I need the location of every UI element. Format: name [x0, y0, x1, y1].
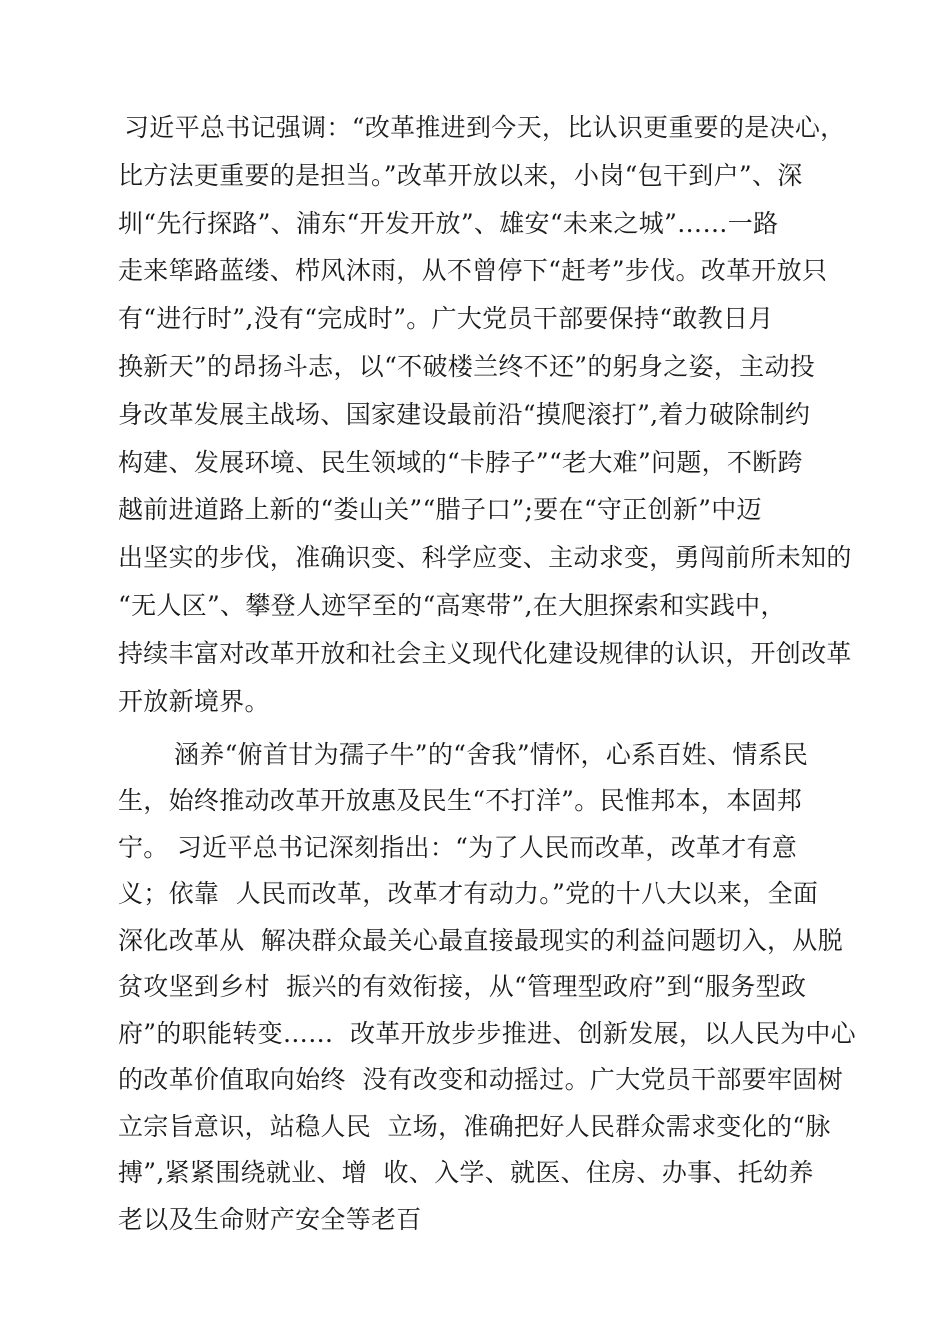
- paragraph-1-line: 比方法更重要的是担当。”改革开放以来，小岗“包干到户”、深: [118, 161, 803, 190]
- paragraph-1-line: 开放新境界。: [118, 687, 270, 716]
- paragraph-1-line: 出坚实的步伐，准确识变、科学应变、主动求变，勇闯前所未知的: [118, 543, 852, 572]
- paragraph-2-line: 府”的职能转变…… 改革开放步步推进、创新发展，以人民为中心: [118, 1019, 856, 1048]
- paragraph-2-line: 深化改革从 解决群众最关心最直接最现实的利益问题切入，从脱: [118, 926, 843, 955]
- paragraph-2-line: 涵养“俯首甘为孺子牛”的“舍我”情怀，心系百姓、情系民: [174, 740, 809, 769]
- paragraph-1-line: “无人区”、攀登人迹罕至的“高寒带”,在大胆探索和实践中，: [118, 591, 786, 620]
- paragraph-2-line: 宁。 习近平总书记深刻指出：“为了人民而改革，改革才有意: [118, 833, 798, 862]
- paragraph-1-line: 圳“先行探路”、浦东“开发开放”、雄安“未来之城”……一路: [118, 209, 779, 238]
- paragraph-1-line: 身改革发展主战场、国家建设最前沿“摸爬滚打”,着力破除制约: [118, 400, 811, 429]
- paragraph-1-line: 有“进行时”,没有“完成时”。广大党员干部要保持“敢教日月: [118, 304, 774, 333]
- paragraph-2-line: 搏”,紧紧围绕就业、增 收、入学、就医、住房、办事、托幼养: [118, 1158, 814, 1187]
- paragraph-2-line: 的改革价值取向始终 没有改变和动摇过。广大党员干部要牢固树: [118, 1065, 843, 1094]
- paragraph-1-line: 走来筚路蓝缕、栉风沐雨，从不曾停下“赶考”步伐。改革开放只: [118, 256, 828, 285]
- paragraph-2-line: 贫攻坚到乡村 振兴的有效衔接，从“管理型政府”到“服务型政: [118, 972, 807, 1001]
- paragraph-1-line: 构建、发展环境、民生领域的“卡脖子”“老大难”问题，不断跨: [118, 448, 803, 477]
- paragraph-2-line: 生，始终推动改革开放惠及民生“不打洋”。民惟邦本，本固邦: [118, 786, 802, 815]
- paragraph-1-line: 越前进道路上新的“娄山关”“腊子口”;要在“守正创新”中迈: [118, 495, 762, 524]
- paragraph-1-line: 持续丰富对改革开放和社会主义现代化建设规律的认识，开创改革: [118, 639, 852, 668]
- paragraph-2-line: 义；依靠 人民而改革，改革才有动力。”党的十八大以来，全面: [118, 879, 819, 908]
- paragraph-1-line: 习近平总书记强调：“改革推进到今天，比认识更重要的是决心，: [124, 113, 846, 142]
- paragraph-2-line: 立宗旨意识，站稳人民 立场，准确把好人民群众需求变化的“脉: [118, 1112, 831, 1141]
- paragraph-1-line: 换新天”的昂扬斗志，以“不破楼兰终不还”的躬身之姿，主动投: [118, 352, 816, 381]
- paragraph-2-line: 老以及生命财产安全等老百: [118, 1205, 422, 1234]
